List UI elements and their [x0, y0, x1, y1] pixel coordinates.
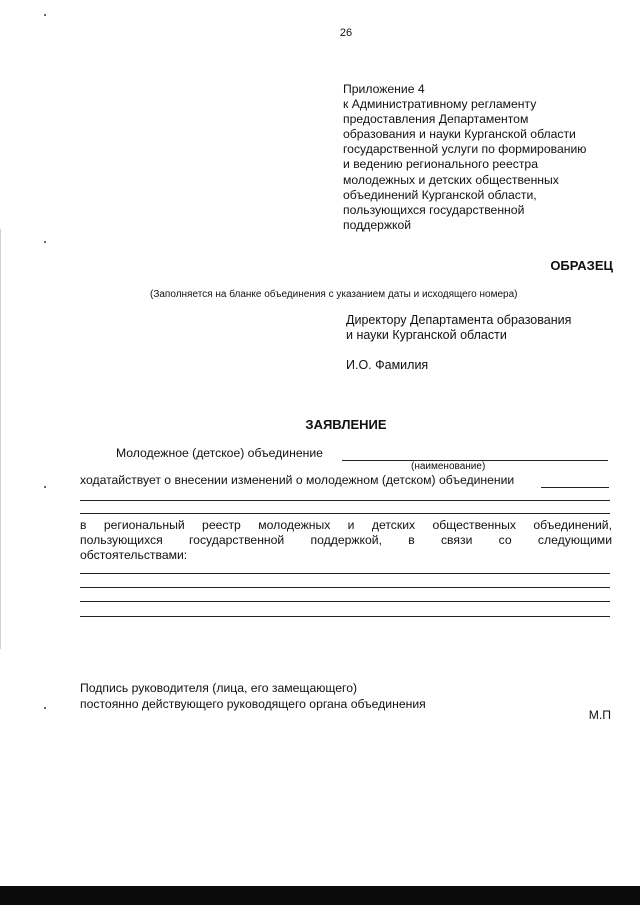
- scan-speck: [44, 14, 46, 16]
- registry-text-line: пользующихся государственной поддержкой, в связи со следующими: [80, 533, 612, 547]
- blank-line[interactable]: [80, 601, 610, 602]
- signature-line: Подпись руководителя (лица, его замещающего): [80, 681, 358, 695]
- scan-speck: [44, 486, 46, 488]
- appendix-line: государственной услуги по формированию: [343, 142, 587, 157]
- statement-title: ЗАЯВЛЕНИЕ: [305, 417, 387, 432]
- sample-label: ОБРАЗЕЦ: [550, 258, 613, 273]
- appendix-line: объединений Курганской области,: [343, 187, 537, 202]
- blank-line[interactable]: [80, 616, 610, 617]
- signature-block: [80, 680, 426, 712]
- registry-text-line: в региональный реестр молодежных и детских общественных объединений,: [80, 518, 612, 532]
- name-hint: (наименование): [411, 461, 486, 472]
- addressee-line: Директору Департамента образования: [346, 313, 572, 327]
- appendix-line: и ведению регионального реестра: [343, 157, 538, 172]
- appendix-line: молодежных и детских общественных: [343, 172, 559, 187]
- addressee-line: и науки Курганской области: [346, 328, 507, 342]
- page-number: 26: [339, 27, 353, 39]
- blank-line[interactable]: [80, 587, 610, 588]
- blank-line[interactable]: [80, 500, 610, 501]
- fill-instruction: (Заполняется на бланке объединения с указанием даты и исходящего номера): [150, 289, 518, 300]
- appendix-line: пользующихся государственной: [343, 202, 525, 217]
- appendix-line: образования и науки Курганской области: [343, 127, 576, 142]
- stamp-place-label: М.П: [588, 708, 611, 722]
- appendix-line: Приложение 4: [343, 82, 425, 96]
- appendix-line: к Административному регламенту: [343, 97, 537, 112]
- signature-line: постоянно действующего руководящего органа объединения: [80, 697, 426, 711]
- addressee-block: [346, 313, 571, 343]
- appendix-line: поддержкой: [343, 217, 412, 232]
- registry-text-line: обстоятельствами:: [80, 548, 188, 562]
- association-label: Молодежное (детское) объединение: [116, 446, 323, 460]
- scan-bottom-bar: [0, 886, 640, 905]
- scan-speck: [44, 707, 46, 709]
- blank-line[interactable]: [80, 573, 610, 574]
- petition-text: ходатайствует о внесении изменений о молодежном (детском) объединении: [80, 473, 515, 487]
- addressee-name: И.О. Фамилия: [346, 358, 429, 372]
- scan-edge-line: [0, 229, 1, 649]
- appendix-header: [343, 82, 633, 233]
- petition-field[interactable]: [541, 487, 609, 488]
- appendix-line: предоставления Департаментом: [343, 112, 529, 127]
- blank-line[interactable]: [80, 513, 610, 514]
- scan-speck: [44, 241, 46, 243]
